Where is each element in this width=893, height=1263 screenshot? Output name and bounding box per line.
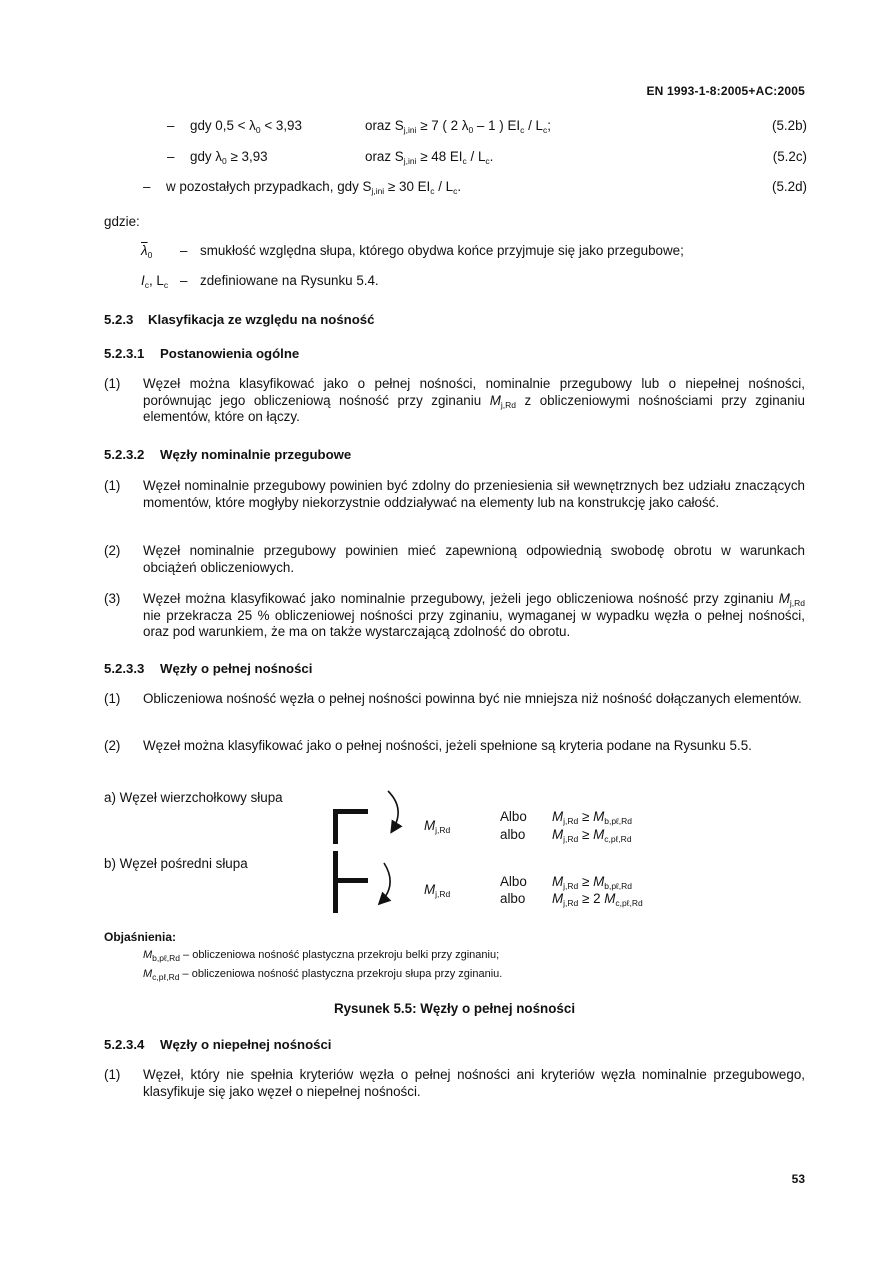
top-joint-shape [333,809,368,844]
document-header: EN 1993-1-8:2005+AC:2005 [646,84,805,98]
legend-item: $M_{b,p\ell,Rd}$ – obliczeniowa nośność plastyczna przekroju belki przy zginaniu; [143,949,500,963]
section-title: Węzły o niepełnej nośności [160,1037,332,1052]
criterion-formula: $M_{j,Rd} \ge M_{c,p\ell,Rd}$ [552,827,632,844]
equation-rule: oraz $S_{j,ini} \ge 48$ $EI_c / L_c$. [365,149,494,166]
equation-number: (5.2b) [772,118,807,133]
equation-condition: gdy $0,5 < \lambda_0 < 3,93$ [190,118,302,135]
equation-dash: – [167,149,175,164]
equation-condition: gdy $\lambda_0 \ge 3,93$ [190,149,268,166]
section-number: 5.2.3.1 [104,346,145,361]
criterion-word: albo [500,827,526,842]
where-dash: – [180,243,188,258]
figure-label-a: a) Węzeł wierzchołkowy słupa [104,790,283,805]
paragraph-number: (2) [104,738,121,753]
criterion-word: albo [500,891,526,906]
legend-title: Objaśnienia: [104,930,177,944]
legend-item: $M_{c,p\ell,Rd}$ – obliczeniowa nośność plastyczna przekroju słupa przy zginaniu. [143,968,503,982]
moment-arrow-icon [380,863,390,903]
where-dash: – [180,273,188,288]
paragraph-text: Węzeł można klasyfikować jako nominalnie przegubowy, jeżeli jego obliczeniowa nośność przy zginaniu $M_{j,Rd}$ nie przekracza 25 % obliczeniowej nośności przy zginaniu, wymaganej w wypadku węzła o pełnej nośności, oraz pod warunkiem, że ma on także wystarczającą zdolność do obrotu. [143,591,805,639]
section-number: 5.2.3.2 [104,447,145,462]
section-number: 5.2.3 [104,312,134,327]
moment-label: $M_{j,Rd}$ [424,818,451,835]
section-number: 5.2.3.3 [104,661,145,676]
equation-rule: oraz $S_{j,ini} \ge 7$ ( 2 $\lambda_0 - 1$ ) $EI_c / L_c$; [365,118,551,135]
where-label: gdzie: [104,214,140,229]
page-number: 53 [791,1172,805,1186]
paragraph-number: (3) [104,591,121,606]
paragraph-text: Węzeł nominalnie przegubowy powinien mieć zapewnioną odpowiednią swobodę obrotu w warunkach obciążeń obliczeniowych. [143,543,805,575]
equation-dash: – [167,118,175,133]
paragraph-number: (1) [104,478,121,493]
criterion-word: Albo [500,874,527,889]
equation-number: (5.2c) [772,149,807,164]
paragraph-number: (1) [104,1067,121,1082]
paragraph-text: Węzeł nominalnie przegubowy powinien być zdolny do przeniesienia sił wewnętrznych bez udziału znaczących momentów, które mogłyby niekorzystnie oddziaływać na elementy lub na konstrukcję jako całość. [143,478,805,510]
section-title: Postanowienia ogólne [160,346,300,361]
section-title: Klasyfikacja ze względu na nośność [148,312,375,327]
criterion-word: Albo [500,809,527,824]
paragraph-text: Węzeł można klasyfikować jako o pełnej nośności, nominalnie przegubowy lub o niepełnej nośności, porównując jego obliczeniową nośność przy zginaniu $M_{j,Rd}$ z obliczeniowymi nośnościami przy zginaniu elementów, które on łączy. [143,376,805,424]
moment-label: $M_{j,Rd}$ [424,882,451,899]
paragraph-number: (2) [104,543,121,558]
criterion-formula: $M_{j,Rd} \ge M_{b,p\ell,Rd}$ [552,874,633,891]
where-definition: smukłość względna słupa, którego obydwa końce przyjmuje się jako przegubowe; [200,243,684,258]
section-title: Węzły nominalnie przegubowe [160,447,352,462]
paragraph-text: Obliczeniowa nośność węzła o pełnej nośności powinna być nie mniejsza niż nośność dołączanych elementów. [143,691,802,706]
paragraph-text: Węzeł można klasyfikować jako o pełnej nośności, jeżeli spełnione są kryteria podane na Rysunku 5.5. [143,738,752,753]
section-title: Węzły o pełnej nośności [160,661,313,676]
criterion-formula: $M_{j,Rd} \ge 2$ $M_{c,p\ell,Rd}$ [552,891,643,908]
section-number: 5.2.3.4 [104,1037,145,1052]
symbol-ic-lc: $I_c$, $L_c$ [141,273,169,290]
criterion-formula: $M_{j,Rd} \ge M_{b,p\ell,Rd}$ [552,809,633,826]
equation-text: w pozostałych przypadkach, gdy $S_{j,ini} \ge 30$ $EI_c / L_c$. [166,179,462,196]
equation-number: (5.2d) [772,179,807,194]
figure-label-b: b) Węzeł pośredni słupa [104,856,248,871]
paragraph-text: Węzeł, który nie spełnia kryteriów węzła o pełnej nośności ani kryteriów węzła nominalnie przegubowego, klasyfikuje się jako węzeł o niepełnej nośności. [143,1067,805,1099]
figure-caption: Rysunek 5.5: Węzły o pełnej nośności [333,1001,576,1016]
where-definition: zdefiniowane na Rysunku 5.4. [200,273,379,288]
intermediate-joint-shape [333,851,368,913]
moment-arrow-icon [388,791,398,831]
joint-diagram [326,785,416,915]
symbol-lambda: $\overline{\lambda}_0$ [141,243,153,260]
equation-dash: – [143,179,151,194]
paragraph-number: (1) [104,691,121,706]
paragraph-number: (1) [104,376,121,391]
